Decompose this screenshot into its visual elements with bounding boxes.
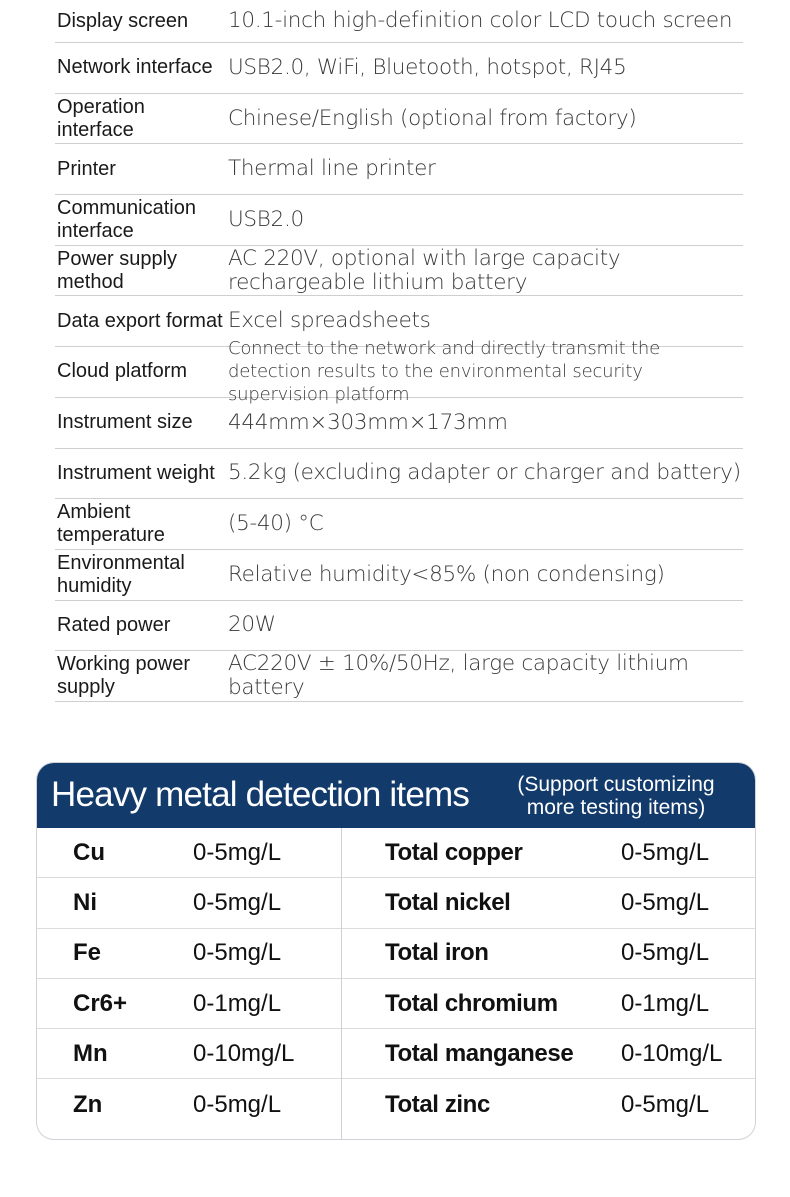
spec-value: USB2.0, WiFi, Bluetooth, hotspot, RJ45 <box>228 54 627 80</box>
heavy-metal-header <box>37 763 755 828</box>
metal-symbol: Cr6+ <box>73 989 128 1017</box>
spec-label: Instrument weight <box>57 461 215 484</box>
spec-label: Communication interface <box>57 196 196 242</box>
spec-value: Chinese/English (optional from factory) <box>228 105 637 131</box>
spec-value: Thermal line printer <box>228 156 436 182</box>
spec-value: Relative humidity<85% (non condensing) <box>228 561 665 587</box>
spec-label: Data export format <box>57 309 223 332</box>
spec-value: (5-40) °C <box>228 511 324 537</box>
spec-value: 5.2kg (excluding adapter or charger and battery) <box>228 460 741 486</box>
spec-row-rated-power <box>55 601 743 652</box>
heavy-metal-note: (Support customizing more testing items) <box>517 773 715 819</box>
spec-row-power-supply-method <box>55 246 743 297</box>
spec-value: 20W <box>228 612 276 638</box>
metal-symbol: Zn <box>73 1090 103 1118</box>
spec-row-working-power-supply <box>55 651 743 702</box>
spec-label: Environmental humidity <box>57 551 185 597</box>
spec-value: Excel spreadsheets <box>228 308 431 334</box>
spec-label: Rated power <box>57 613 171 636</box>
heavy-metal-card <box>36 762 756 1140</box>
metal-symbol: Cu <box>73 838 105 866</box>
metal-total-range: 0-5mg/L <box>621 888 710 916</box>
spec-row-cloud-platform <box>55 338 743 406</box>
spec-label: Printer <box>57 157 116 180</box>
spec-row-network-interface <box>55 43 743 94</box>
metal-total-range: 0-5mg/L <box>621 1090 710 1118</box>
metal-row-cu <box>37 828 755 878</box>
metal-range: 0-5mg/L <box>193 838 282 866</box>
metal-total-range: 0-5mg/L <box>621 939 710 967</box>
heavy-metal-table <box>37 828 755 1140</box>
metal-total-name: Total zinc <box>385 1090 490 1118</box>
spec-value: AC220V ± 10%/50Hz, large capacity lithium battery <box>228 651 689 701</box>
spec-value: AC 220V, optional with large capacity rechargeable lithium battery <box>228 245 621 295</box>
spec-label: Network interface <box>57 56 213 79</box>
metal-range: 0-5mg/L <box>193 888 282 916</box>
spec-row-printer <box>55 144 743 195</box>
metal-total-name: Total iron <box>385 939 489 967</box>
metal-row-ni <box>37 878 755 928</box>
metal-total-name: Total chromium <box>385 989 558 1017</box>
metal-total-range: 0-10mg/L <box>621 1039 723 1067</box>
metal-row-fe <box>37 929 755 979</box>
metal-total-range: 0-5mg/L <box>621 838 710 866</box>
metal-row-cr6 <box>37 979 755 1029</box>
spec-row-communication-interface <box>55 195 743 246</box>
heavy-metal-title: Heavy metal detection items <box>51 775 470 814</box>
spec-label: Instrument size <box>57 411 193 434</box>
spec-row-instrument-weight <box>55 449 743 500</box>
metal-row-mn <box>37 1029 755 1079</box>
metal-symbol: Fe <box>73 939 102 967</box>
spec-value: 444mm×303mm×173mm <box>228 409 508 435</box>
metal-total-range: 0-1mg/L <box>621 989 710 1017</box>
spec-row-operation-interface <box>55 94 743 145</box>
metal-symbol: Ni <box>73 888 97 916</box>
metal-range: 0-10mg/L <box>193 1039 295 1067</box>
column-divider <box>341 828 342 1140</box>
spec-label: Working power supply <box>57 653 191 699</box>
spec-value: USB2.0 <box>228 206 304 232</box>
spec-label: Cloud platform <box>57 360 188 383</box>
metal-total-name: Total manganese <box>385 1039 574 1067</box>
spec-label: Operation interface <box>57 95 145 141</box>
spec-label: Display screen <box>57 9 189 32</box>
metal-range: 0-1mg/L <box>193 989 282 1017</box>
spec-label: Ambient temperature <box>57 501 165 547</box>
metal-symbol: Mn <box>73 1039 108 1067</box>
metal-range: 0-5mg/L <box>193 1090 282 1118</box>
spec-value: Connect to the network and directly transmit the detection results to the environmental security supervision platform <box>228 338 660 406</box>
spec-row-display-screen <box>55 0 743 43</box>
metal-range: 0-5mg/L <box>193 939 282 967</box>
spec-row-ambient-temperature <box>55 499 743 550</box>
spec-value: 10.1-inch high-definition color LCD touch screen <box>228 8 733 33</box>
metal-total-name: Total nickel <box>385 888 511 916</box>
spec-row-environmental-humidity <box>55 550 743 601</box>
spec-table <box>55 0 743 702</box>
metal-row-zn <box>37 1079 755 1129</box>
metal-total-name: Total copper <box>385 838 523 866</box>
spec-label: Power supply method <box>57 247 178 293</box>
